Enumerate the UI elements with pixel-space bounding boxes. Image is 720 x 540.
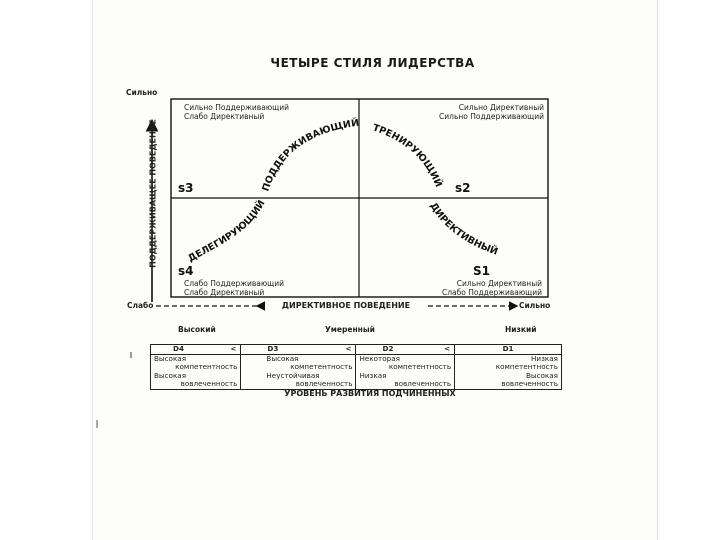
- quadrant-s1-line1: Сильно Директивный: [456, 279, 542, 288]
- quadrant-s3-code: s3: [178, 181, 194, 195]
- quadrant-s2-code: s2: [455, 181, 471, 195]
- quadrant-s3-line2: Слабо Директивный: [184, 112, 265, 121]
- quadrant-s3-line1: Сильно Поддерживающий: [184, 103, 289, 112]
- quadrant-s2-line1: Сильно Директивный: [458, 103, 544, 112]
- quadrant-s4-code: s4: [178, 264, 194, 278]
- y-axis-top-label: Сильно: [126, 88, 158, 97]
- level-code-d1: D1: [455, 345, 562, 355]
- curve-label-coach: ТРЕНИРУЮЩИЙ: [371, 122, 444, 189]
- x-axis-title: ДИРЕКТИВНОЕ ПОВЕДЕНИЕ: [281, 301, 411, 310]
- curve-label-delegate: ДЕЛЕГИРУЮЩИЙ: [186, 198, 268, 265]
- curve-label-support: ПОДДЕРЖИВАЮЩИЙ: [260, 117, 360, 193]
- development-levels-table: [150, 344, 562, 390]
- diagram-title: ЧЕТЫРЕ СТИЛЯ ЛИДЕРСТВА: [270, 56, 475, 70]
- scale-high-label: Высокий: [178, 325, 216, 334]
- x-axis-left-label: Слабо: [127, 301, 154, 310]
- level-code-d2: D2 <: [356, 345, 455, 355]
- separator-3: <: [444, 344, 451, 353]
- x-axis-right-label: Сильно: [519, 301, 551, 310]
- scale-low-label: Низкий: [505, 325, 537, 334]
- development-footer: УРОВЕНЬ РАЗВИТИЯ ПОДЧИНЕННЫХ: [284, 389, 456, 398]
- curve-label-direct: ДИРЕКТИВНЫЙ: [427, 200, 500, 258]
- quadrant-s4-line2: Слабо Директивный: [184, 288, 265, 297]
- quadrant-s4-line1: Слабо Поддерживающий: [184, 279, 284, 288]
- level-d1-cell: Низкая компетентность Высокая вовлеченность: [455, 354, 562, 389]
- level-d2-cell: Некоторая компетентность Низкая вовлеченность: [356, 354, 455, 389]
- level-code-d3: D3 <: [241, 345, 356, 355]
- scale-moderate-label: Умеренный: [325, 325, 375, 334]
- level-d3-cell: Высокая компетентность Неустойчивая вовлеченность: [241, 354, 356, 389]
- separator-1: <: [230, 344, 237, 353]
- quadrant-s1-code: S1: [473, 264, 490, 278]
- quadrant-s1-line2: Слабо Поддерживающий: [442, 288, 542, 297]
- level-d4-cell: Высокая компетентность Высокая вовлеченность: [151, 354, 241, 389]
- quadrant-s2-line2: Сильно Поддерживающий: [439, 112, 544, 121]
- y-axis-title: ПОДДЕРЖИВАЩЕЕ ПОВЕДЕНИЕ: [148, 119, 158, 268]
- levels-header-row: [151, 345, 562, 355]
- level-code-d4: D4 <: [151, 345, 241, 355]
- separator-2: <: [345, 344, 352, 353]
- levels-body-row: [151, 354, 562, 389]
